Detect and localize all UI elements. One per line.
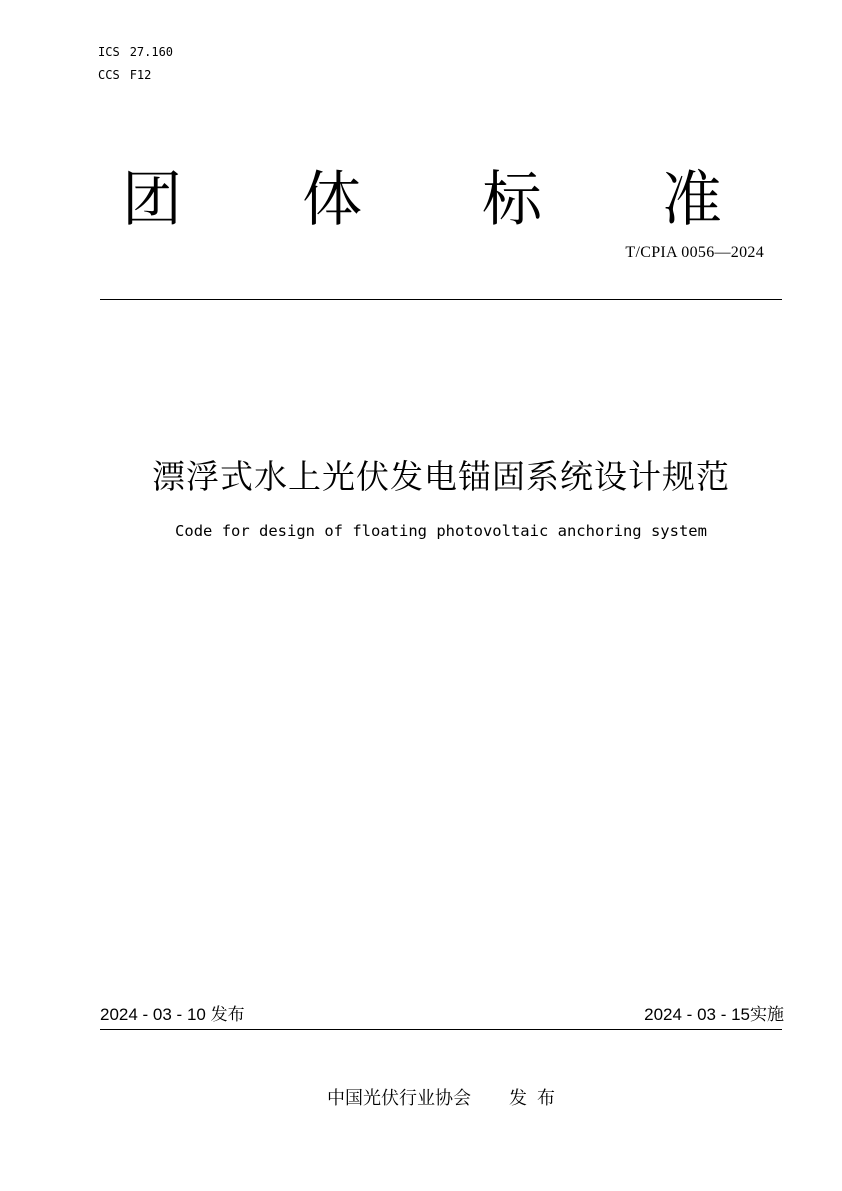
ics-code: 27.160 [129,45,174,59]
ccs-label: CCS [98,68,120,82]
banner-char: 标 [482,165,542,235]
ics-label: ICS [98,45,120,59]
issue-label: 发布 [210,1005,245,1025]
issue-date-value: 2024 - 03 - 10 [100,1005,206,1024]
publisher-line [327,1087,565,1111]
implementation-date-value: 2024 - 03 - 15 [644,1005,750,1024]
standard-type-banner [122,162,722,238]
banner-char: 团 [122,165,182,235]
ics-classification [98,45,173,59]
issue-date [100,1004,245,1026]
implementation-date [644,1004,784,1026]
document-title-en: Code for design of floating photovoltaic anchoring system [175,522,707,540]
footer-divider [100,1029,782,1030]
publisher-action: 发布 [509,1088,565,1109]
ccs-classification [98,68,151,82]
publisher-name: 中国光伏行业协会 [327,1088,471,1109]
header-divider [100,299,782,300]
document-title-zh: 漂浮式水上光伏发电锚固系统设计规范 [152,457,730,496]
implementation-label: 实施 [750,1005,784,1025]
ccs-code: F12 [129,68,152,82]
banner-char: 准 [662,165,722,235]
banner-char: 体 [302,165,362,235]
standard-number: T/CPIA 0056—2024 [625,244,764,261]
